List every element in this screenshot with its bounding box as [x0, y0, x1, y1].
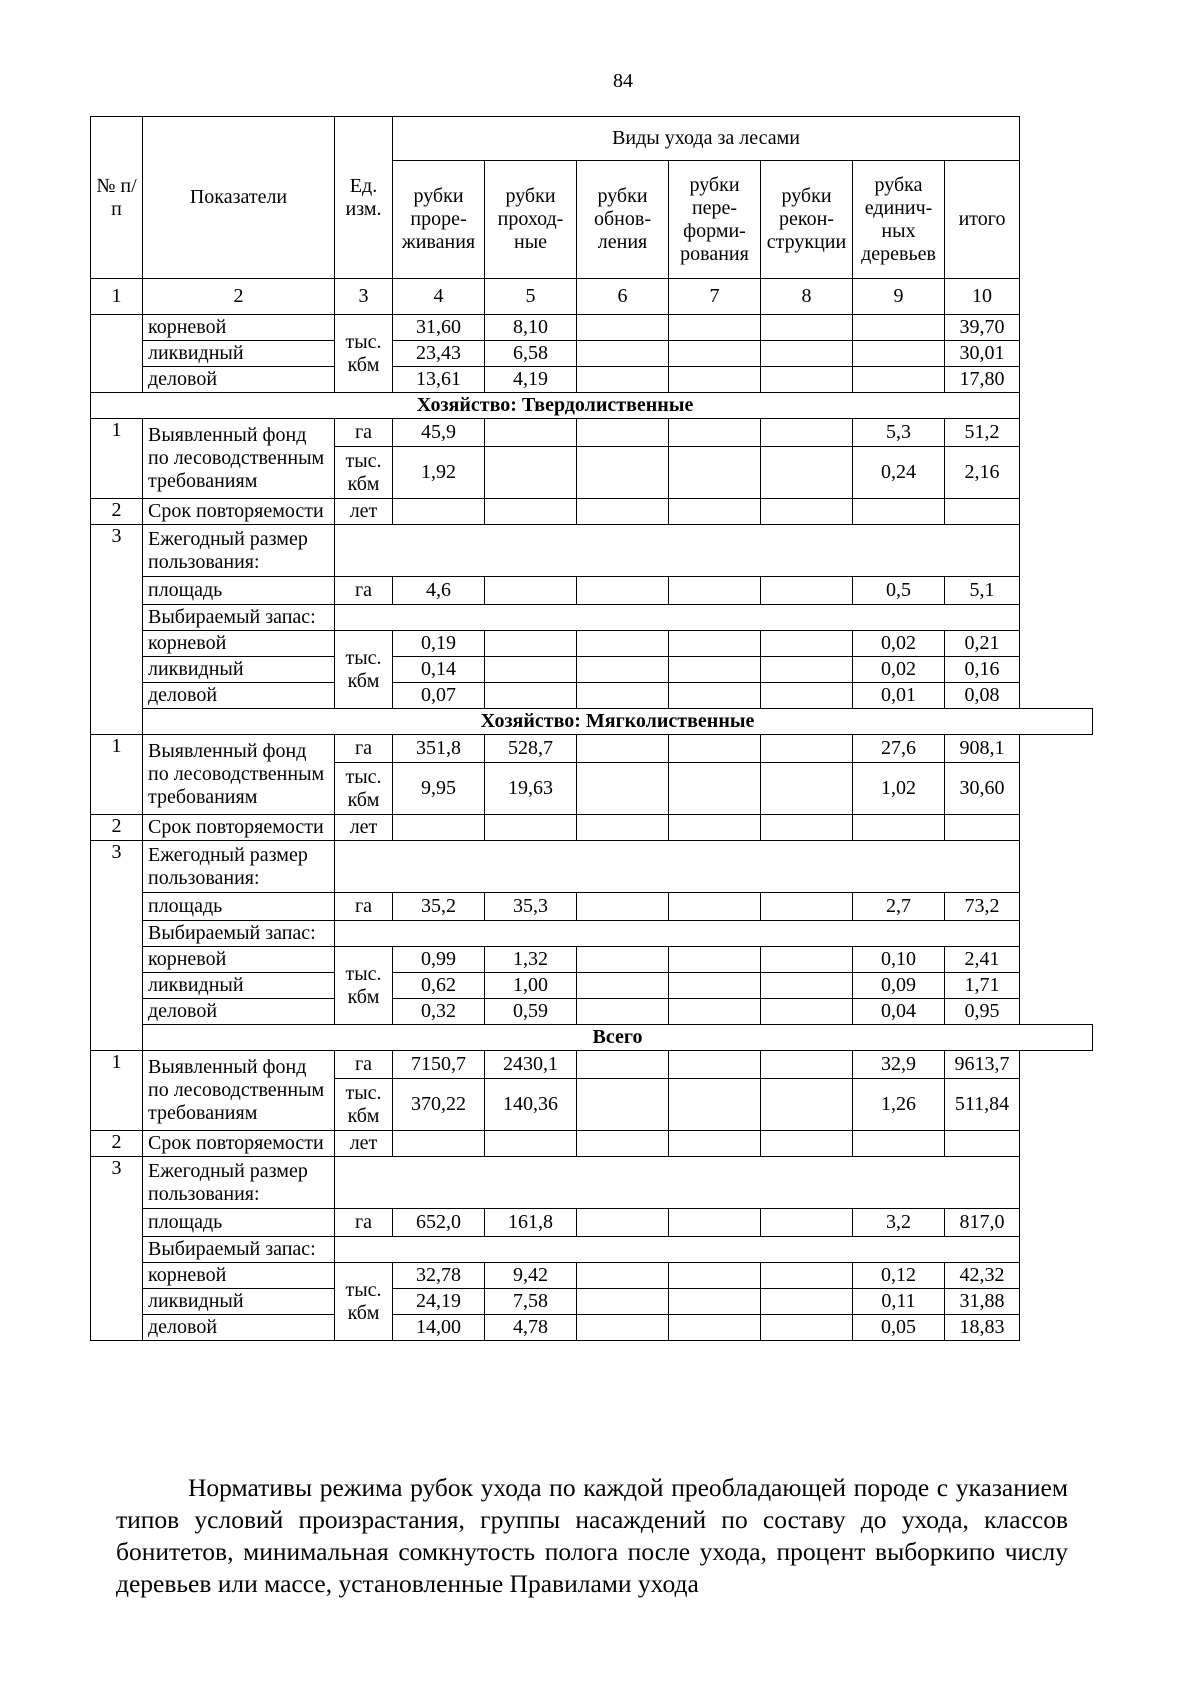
value-cell: 0,04: [853, 999, 945, 1025]
unit-cell: лет: [335, 815, 393, 841]
column-number: 1: [91, 279, 143, 315]
indicator-label: корневой: [143, 315, 335, 341]
row-number: 2: [91, 815, 143, 841]
table-row: [91, 525, 1093, 577]
value-cell: [669, 1051, 761, 1079]
header-col: рубки проре-живания: [393, 161, 485, 279]
value-cell: [761, 1079, 853, 1131]
table-row: [91, 605, 1093, 631]
table-row: [91, 999, 1093, 1025]
value-cell: [761, 1209, 853, 1237]
unit-cell: га: [335, 419, 393, 447]
value-cell: 1,00: [485, 973, 577, 999]
value-cell: [393, 1131, 485, 1157]
empty-cell: [335, 1157, 1020, 1209]
value-cell: 0,59: [485, 999, 577, 1025]
value-cell: [669, 1131, 761, 1157]
value-cell: 0,02: [853, 657, 945, 683]
value-cell: 0,08: [945, 683, 1020, 709]
value-cell: 31,88: [945, 1289, 1020, 1315]
row-number: 2: [91, 499, 143, 525]
header-unit: Ед. изм.: [335, 117, 393, 279]
value-cell: [761, 1131, 853, 1157]
value-cell: [485, 447, 577, 499]
value-cell: 8,10: [485, 315, 577, 341]
value-cell: [853, 1131, 945, 1157]
indicator-label: Срок повторяемости: [143, 1131, 335, 1157]
page-number: 84: [613, 70, 633, 92]
header-indicator: Показатели: [143, 117, 335, 279]
empty-cell: [335, 921, 1020, 947]
value-cell: 30,60: [945, 763, 1020, 815]
value-cell: [761, 1289, 853, 1315]
column-number: 8: [761, 279, 853, 315]
indicator-label: Выбираемый запас:: [143, 921, 335, 947]
table-row: [91, 393, 1093, 419]
value-cell: 2,16: [945, 447, 1020, 499]
value-cell: 35,2: [393, 893, 485, 921]
value-cell: 528,7: [485, 735, 577, 763]
value-cell: 370,22: [393, 1079, 485, 1131]
value-cell: [577, 631, 669, 657]
value-cell: 652,0: [393, 1209, 485, 1237]
column-number: 3: [335, 279, 393, 315]
indicator-label: деловой: [143, 999, 335, 1025]
value-cell: [669, 631, 761, 657]
value-cell: [761, 815, 853, 841]
indicator-label: Выявленный фонд по лесоводственным требованиям: [143, 419, 335, 499]
value-cell: [577, 1079, 669, 1131]
value-cell: [577, 499, 669, 525]
indicator-label: площадь: [143, 577, 335, 605]
unit-cell: лет: [335, 1131, 393, 1157]
row-number: [91, 315, 143, 393]
value-cell: [669, 999, 761, 1025]
value-cell: 0,95: [945, 999, 1020, 1025]
table-row: [91, 921, 1093, 947]
value-cell: 9613,7: [945, 1051, 1020, 1079]
table-row: [91, 1157, 1093, 1209]
table-row: [91, 1209, 1093, 1237]
value-cell: 17,80: [945, 367, 1020, 393]
value-cell: [669, 419, 761, 447]
value-cell: 4,78: [485, 1315, 577, 1341]
value-cell: [577, 973, 669, 999]
value-cell: 9,95: [393, 763, 485, 815]
value-cell: 4,19: [485, 367, 577, 393]
column-number: 2: [143, 279, 335, 315]
value-cell: [669, 447, 761, 499]
value-cell: [669, 947, 761, 973]
value-cell: [577, 657, 669, 683]
value-cell: [853, 341, 945, 367]
column-number: 9: [853, 279, 945, 315]
table-row: [91, 657, 1093, 683]
value-cell: 0,11: [853, 1289, 945, 1315]
empty-cell: [335, 605, 1020, 631]
value-cell: [485, 419, 577, 447]
value-cell: [761, 631, 853, 657]
value-cell: [485, 1131, 577, 1157]
value-cell: [761, 367, 853, 393]
value-cell: 4,6: [393, 577, 485, 605]
row-number: 1: [91, 735, 143, 815]
value-cell: 23,43: [393, 341, 485, 367]
table-row: [91, 1315, 1093, 1341]
row-number: 2: [91, 1131, 143, 1157]
value-cell: [669, 577, 761, 605]
table-row: [91, 709, 1093, 735]
value-cell: [761, 447, 853, 499]
value-cell: [669, 499, 761, 525]
value-cell: 817,0: [945, 1209, 1020, 1237]
unit-cell: тыс. кбм: [335, 947, 393, 1025]
value-cell: 0,99: [393, 947, 485, 973]
value-cell: [761, 315, 853, 341]
value-cell: 0,01: [853, 683, 945, 709]
body-paragraph: Нормативы режима рубок ухода по каждой преобладающей породе с указанием типов условий произрастания, группы насаждений по составу до ухода, классов бонитетов, минимальная сомкнутость полога после ухода, процент выборкипо числу деревьев или массе, установленные Правилами ухода: [116, 1473, 1068, 1598]
value-cell: [761, 973, 853, 999]
value-cell: [393, 815, 485, 841]
section-title: Всего: [143, 1025, 1093, 1051]
value-cell: [577, 763, 669, 815]
table-row: [91, 315, 1093, 341]
value-cell: 13,61: [393, 367, 485, 393]
value-cell: 0,07: [393, 683, 485, 709]
value-cell: [577, 367, 669, 393]
table-row: [91, 631, 1093, 657]
value-cell: [669, 763, 761, 815]
column-number: 4: [393, 279, 485, 315]
value-cell: 7150,7: [393, 1051, 485, 1079]
table-row: [91, 1131, 1093, 1157]
value-cell: 0,5: [853, 577, 945, 605]
value-cell: [761, 419, 853, 447]
value-cell: 5,1: [945, 577, 1020, 605]
unit-cell: га: [335, 1209, 393, 1237]
value-cell: 19,63: [485, 763, 577, 815]
value-cell: 0,02: [853, 631, 945, 657]
value-cell: 0,19: [393, 631, 485, 657]
value-cell: [669, 1079, 761, 1131]
unit-cell: тыс. кбм: [335, 447, 393, 499]
header-col: рубка единич-ных деревьев: [853, 161, 945, 279]
table-row: [91, 947, 1093, 973]
table-row: [91, 499, 1093, 525]
value-cell: 27,6: [853, 735, 945, 763]
table-row: [91, 683, 1093, 709]
value-cell: 0,24: [853, 447, 945, 499]
table-row: [91, 341, 1093, 367]
indicator-label: ликвидный: [143, 341, 335, 367]
value-cell: [577, 683, 669, 709]
value-cell: [577, 1131, 669, 1157]
value-cell: [853, 367, 945, 393]
unit-cell: тыс. кбм: [335, 1263, 393, 1341]
table-row: [91, 1263, 1093, 1289]
value-cell: 0,05: [853, 1315, 945, 1341]
table-row: [91, 1051, 1093, 1079]
value-cell: [393, 499, 485, 525]
value-cell: [669, 315, 761, 341]
value-cell: [485, 657, 577, 683]
indicator-label: деловой: [143, 683, 335, 709]
indicator-label: деловой: [143, 1315, 335, 1341]
unit-cell: лет: [335, 499, 393, 525]
value-cell: 9,42: [485, 1263, 577, 1289]
value-cell: [577, 1315, 669, 1341]
unit-cell: тыс. кбм: [335, 315, 393, 393]
value-cell: [853, 315, 945, 341]
value-cell: [761, 1263, 853, 1289]
value-cell: [761, 499, 853, 525]
value-cell: [577, 735, 669, 763]
row-number: 1: [91, 1051, 143, 1131]
indicator-label: корневой: [143, 1263, 335, 1289]
table-row: [91, 1025, 1093, 1051]
value-cell: [761, 947, 853, 973]
table-row: [91, 1237, 1093, 1263]
value-cell: [577, 341, 669, 367]
value-cell: [853, 815, 945, 841]
value-cell: 140,36: [485, 1079, 577, 1131]
value-cell: [577, 419, 669, 447]
table-row: [91, 841, 1093, 893]
column-number: 5: [485, 279, 577, 315]
value-cell: 18,83: [945, 1315, 1020, 1341]
value-cell: [577, 999, 669, 1025]
value-cell: [761, 341, 853, 367]
value-cell: 2,41: [945, 947, 1020, 973]
indicator-label: Ежегодный размер пользования:: [143, 525, 335, 577]
indicator-label: Ежегодный размер пользования:: [143, 841, 335, 893]
value-cell: [669, 815, 761, 841]
table-row: [91, 279, 1093, 315]
value-cell: [577, 1209, 669, 1237]
unit-cell: га: [335, 893, 393, 921]
value-cell: 0,32: [393, 999, 485, 1025]
column-number: 6: [577, 279, 669, 315]
value-cell: [577, 577, 669, 605]
indicator-label: площадь: [143, 893, 335, 921]
unit-cell: га: [335, 735, 393, 763]
indicator-label: Срок повторяемости: [143, 815, 335, 841]
value-cell: 30,01: [945, 341, 1020, 367]
value-cell: 1,02: [853, 763, 945, 815]
value-cell: [761, 683, 853, 709]
value-cell: 24,19: [393, 1289, 485, 1315]
value-cell: [485, 815, 577, 841]
indicator-label: Ежегодный размер пользования:: [143, 1157, 335, 1209]
value-cell: 31,60: [393, 315, 485, 341]
value-cell: [669, 1315, 761, 1341]
table-row: [91, 1289, 1093, 1315]
indicator-label: корневой: [143, 947, 335, 973]
table-row: [91, 367, 1093, 393]
value-cell: 1,71: [945, 973, 1020, 999]
value-cell: [577, 1289, 669, 1315]
value-cell: [577, 447, 669, 499]
value-cell: [669, 1209, 761, 1237]
indicator-label: ликвидный: [143, 973, 335, 999]
value-cell: [577, 1263, 669, 1289]
empty-cell: [335, 1237, 1020, 1263]
value-cell: [669, 657, 761, 683]
value-cell: [669, 973, 761, 999]
row-number: 3: [91, 1157, 143, 1341]
value-cell: [945, 499, 1020, 525]
value-cell: [577, 947, 669, 973]
value-cell: [761, 657, 853, 683]
indicator-label: Срок повторяемости: [143, 499, 335, 525]
value-cell: [761, 1315, 853, 1341]
value-cell: [577, 893, 669, 921]
value-cell: 0,16: [945, 657, 1020, 683]
value-cell: 73,2: [945, 893, 1020, 921]
value-cell: 39,70: [945, 315, 1020, 341]
forest-care-table: [90, 116, 1093, 1341]
value-cell: 35,3: [485, 893, 577, 921]
value-cell: 32,78: [393, 1263, 485, 1289]
value-cell: 51,2: [945, 419, 1020, 447]
table-row: [91, 577, 1093, 605]
value-cell: [669, 367, 761, 393]
value-cell: 3,2: [853, 1209, 945, 1237]
value-cell: [761, 763, 853, 815]
value-cell: [945, 815, 1020, 841]
value-cell: 5,3: [853, 419, 945, 447]
value-cell: [761, 893, 853, 921]
value-cell: [485, 631, 577, 657]
table-row: [91, 117, 1093, 161]
header-group: Виды ухода за лесами: [393, 117, 1020, 161]
header-no: № п/п: [91, 117, 143, 279]
value-cell: 0,09: [853, 973, 945, 999]
value-cell: [577, 1051, 669, 1079]
indicator-label: корневой: [143, 631, 335, 657]
value-cell: 511,84: [945, 1079, 1020, 1131]
value-cell: [669, 1289, 761, 1315]
row-number: 1: [91, 419, 143, 499]
value-cell: [669, 893, 761, 921]
indicator-label: площадь: [143, 1209, 335, 1237]
value-cell: [761, 999, 853, 1025]
value-cell: [485, 499, 577, 525]
value-cell: 1,92: [393, 447, 485, 499]
value-cell: 6,58: [485, 341, 577, 367]
value-cell: 42,32: [945, 1263, 1020, 1289]
value-cell: [669, 341, 761, 367]
empty-cell: [335, 525, 1020, 577]
value-cell: [669, 1263, 761, 1289]
row-number: 3: [91, 525, 143, 735]
value-cell: [577, 815, 669, 841]
value-cell: 0,62: [393, 973, 485, 999]
unit-cell: тыс. кбм: [335, 1079, 393, 1131]
value-cell: 0,21: [945, 631, 1020, 657]
value-cell: [485, 577, 577, 605]
table-row: [91, 893, 1093, 921]
value-cell: 908,1: [945, 735, 1020, 763]
header-col: рубки проход-ные: [485, 161, 577, 279]
header-col: рубки пере-форми-рования: [669, 161, 761, 279]
indicator-label: ликвидный: [143, 1289, 335, 1315]
column-number: 7: [669, 279, 761, 315]
section-title: Хозяйство: Твердолиственные: [91, 393, 1020, 419]
value-cell: 0,14: [393, 657, 485, 683]
value-cell: 0,10: [853, 947, 945, 973]
table-row: [91, 735, 1093, 763]
table-row: [91, 973, 1093, 999]
value-cell: 161,8: [485, 1209, 577, 1237]
value-cell: [577, 315, 669, 341]
indicator-label: деловой: [143, 367, 335, 393]
indicator-label: ликвидный: [143, 657, 335, 683]
header-col: рубки рекон-струкции: [761, 161, 853, 279]
value-cell: 45,9: [393, 419, 485, 447]
value-cell: 2,7: [853, 893, 945, 921]
header-col: рубки обнов-ления: [577, 161, 669, 279]
column-number: 10: [945, 279, 1020, 315]
value-cell: [485, 683, 577, 709]
indicator-label: Выбираемый запас:: [143, 1237, 335, 1263]
value-cell: 1,26: [853, 1079, 945, 1131]
value-cell: 0,12: [853, 1263, 945, 1289]
value-cell: [761, 735, 853, 763]
unit-cell: тыс. кбм: [335, 631, 393, 709]
value-cell: [853, 499, 945, 525]
value-cell: 2430,1: [485, 1051, 577, 1079]
value-cell: [945, 1131, 1020, 1157]
table-row: [91, 815, 1093, 841]
indicator-label: Выбираемый запас:: [143, 605, 335, 631]
value-cell: 32,9: [853, 1051, 945, 1079]
unit-cell: га: [335, 1051, 393, 1079]
value-cell: 1,32: [485, 947, 577, 973]
row-number: 3: [91, 841, 143, 1051]
indicator-label: Выявленный фонд по лесоводственным требованиям: [143, 1051, 335, 1131]
value-cell: [669, 683, 761, 709]
indicator-label: Выявленный фонд по лесоводственным требованиям: [143, 735, 335, 815]
empty-cell: [335, 841, 1020, 893]
value-cell: 14,00: [393, 1315, 485, 1341]
section-title: Хозяйство: Мягколиственные: [143, 709, 1093, 735]
unit-cell: тыс. кбм: [335, 763, 393, 815]
unit-cell: га: [335, 577, 393, 605]
table-row: [91, 419, 1093, 447]
value-cell: 351,8: [393, 735, 485, 763]
value-cell: 7,58: [485, 1289, 577, 1315]
value-cell: [761, 577, 853, 605]
value-cell: [669, 735, 761, 763]
header-col: итого: [945, 161, 1020, 279]
value-cell: [761, 1051, 853, 1079]
